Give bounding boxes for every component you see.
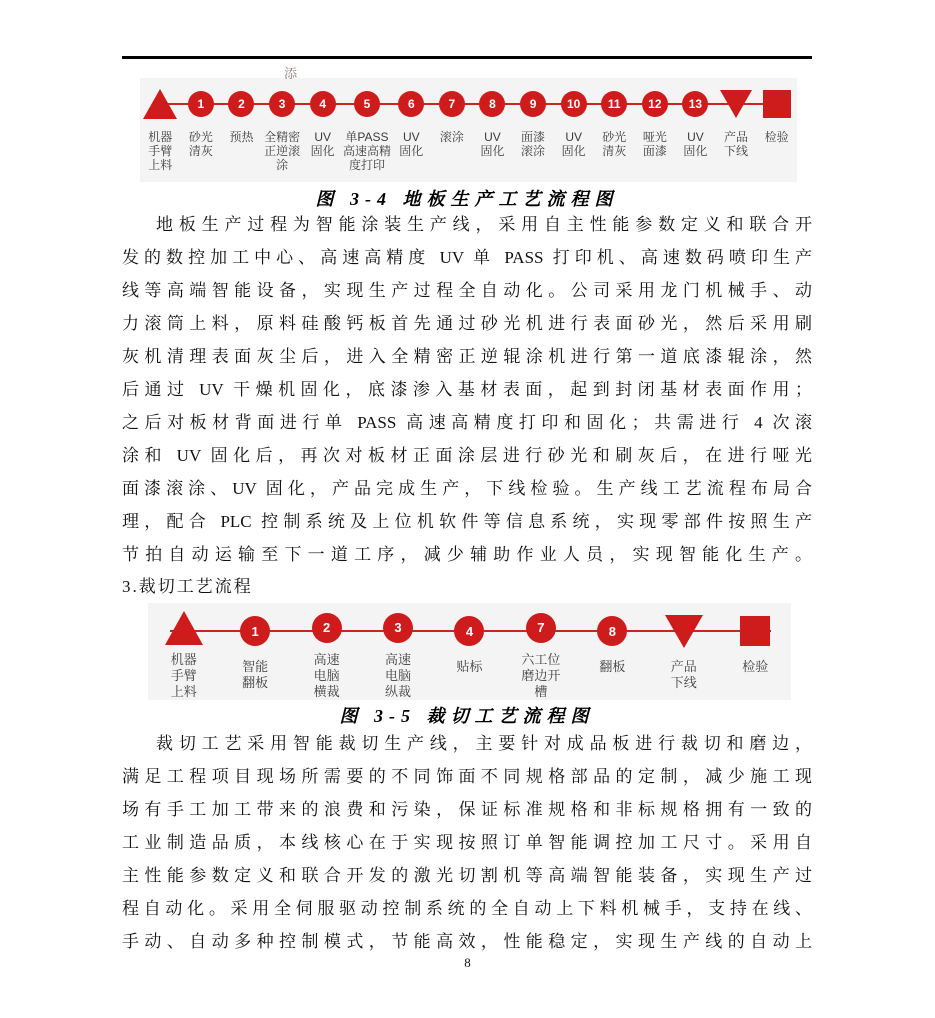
step-label: 高速 电脑 纵裁 <box>385 652 412 699</box>
step-number-circle-icon: 11 <box>601 91 627 117</box>
body-text-line: 主性能参数定义和联合开发的激光切割机等高端智能装备，实现生产过 <box>122 866 812 885</box>
flow-step <box>434 603 505 700</box>
body-text-line: 场有手工加工带来的浪费和污染，保证标准规格和非标规格拥有一致的 <box>122 800 812 819</box>
step-icon-box <box>597 603 627 659</box>
flow-step <box>472 78 513 182</box>
flow-step <box>362 603 433 700</box>
step-label: UV 固化 <box>399 130 424 158</box>
step-label: 机器 手臂 上料 <box>170 652 197 699</box>
body-text-line: 理，配合 PLC 控制系统及上位机软件等信息系统，实现零部件按照生产 <box>122 512 812 531</box>
flow-step <box>756 78 797 182</box>
page-header-rule <box>122 56 812 59</box>
body-text-line: 地板生产过程为智能涂装生产线，采用自主性能参数定义和联合开 <box>156 215 812 234</box>
step-label: 砂光 清灰 <box>188 130 213 158</box>
body-text-line: 线等高端智能设备，实现生产过程全自动化。公司采用龙门机械手、动 <box>122 281 812 300</box>
step-label: 哑光 面漆 <box>642 130 667 158</box>
flow-step <box>505 603 576 700</box>
step-number-circle-icon: 2 <box>312 613 342 643</box>
step-icon-box <box>454 603 484 659</box>
step-number-circle-icon: 6 <box>398 91 424 117</box>
flow-step <box>432 78 473 182</box>
step-icon-box <box>561 78 587 130</box>
step-icon-box <box>763 78 791 130</box>
figure-floor-production-flow <box>140 66 797 182</box>
step-icon-box <box>165 603 203 652</box>
inspection-square-icon <box>763 90 791 118</box>
step-label: 预热 <box>229 130 254 144</box>
step-label: UV 固化 <box>480 130 505 158</box>
flow-step <box>720 603 791 700</box>
flow-step <box>716 78 757 182</box>
step-label: UV 固化 <box>683 130 708 158</box>
step-label: 机器 手臂 上料 <box>148 130 173 172</box>
step-label: 产品 下线 <box>724 130 749 158</box>
step-number-circle-icon: 3 <box>383 613 413 643</box>
body-text-line: 力滚筒上料，原料硅酸钙板首先通过砂光机进行表面砂光，然后采用刷 <box>122 314 812 333</box>
step-icon-box <box>720 78 752 130</box>
step-label: 智能 翻板 <box>242 659 269 690</box>
step-number-circle-icon: 1 <box>240 616 270 646</box>
step-label: UV 固化 <box>310 130 335 158</box>
step-number-circle-icon: 8 <box>479 91 505 117</box>
step-icon-box <box>354 78 380 130</box>
flow-step <box>291 603 362 700</box>
flow-step <box>648 603 719 700</box>
step-icon-box <box>601 78 627 130</box>
figure2-caption: 图 3-5 裁切工艺流程图 <box>339 706 595 726</box>
step-number-circle-icon: 4 <box>454 616 484 646</box>
step-number-circle-icon: 7 <box>526 613 556 643</box>
body-text-line: 发的数控加工中心、高速高精度 UV 单 PASS 打印机、高速数码喷印生产 <box>122 248 812 267</box>
step-label: 面漆 滚涂 <box>521 130 546 158</box>
flow-step <box>675 78 716 182</box>
step-number-circle-icon: 4 <box>310 91 336 117</box>
stray-text-fragment: 添 <box>284 66 298 81</box>
body-text-line: 满足工程项目现场所需要的不同饰面不同规格部品的定制，减少施工现 <box>122 767 812 786</box>
step-icon-box <box>665 603 703 659</box>
step-label: 产品 下线 <box>670 659 697 690</box>
flow-step <box>513 78 554 182</box>
flow-step <box>262 66 303 182</box>
flow-step <box>553 78 594 182</box>
step-label: 六工位 磨边开 槽 <box>521 652 561 699</box>
start-triangle-icon <box>143 89 177 119</box>
body-text-line: 面漆滚涂、UV 固化，产品完成生产，下线检验。生产线工艺流程布局合 <box>122 479 812 498</box>
step-number-circle-icon: 5 <box>354 91 380 117</box>
step-label: 单PASS 高速高精 度打印 <box>342 130 391 172</box>
step-number-circle-icon: 7 <box>439 91 465 117</box>
step-number-circle-icon: 3 <box>269 91 295 117</box>
step-number-circle-icon: 10 <box>561 91 587 117</box>
step-label: 全精密 正逆滚 涂 <box>264 130 301 172</box>
step-icon-box <box>740 603 770 659</box>
flow-step <box>343 78 391 182</box>
paragraph-floor-production <box>122 208 812 571</box>
step-label: 翻板 <box>599 659 626 674</box>
body-text-line: 手动、自动多种控制模式，节能高效，性能稳定，实现生产线的自动上 <box>122 932 812 951</box>
body-text-line: 后通过 UV 干燥机固化，底漆渗入基材表面，起到封闭基材表面作用； <box>122 380 812 399</box>
flow-diagram-cutting <box>148 603 791 700</box>
step-label: 砂光 清灰 <box>602 130 627 158</box>
flow-step <box>577 603 648 700</box>
step-icon-box <box>188 78 214 130</box>
figure-cutting-flow <box>148 603 791 700</box>
end-triangle-icon <box>720 90 752 118</box>
step-icon-box <box>642 78 668 130</box>
body-text-line: 灰机清理表面灰尘后，进入全精密正逆辊涂机进行第一道底漆辊涂，然 <box>122 347 812 366</box>
figure1-caption: 图 3-4 地板生产工艺流程图 <box>315 189 619 209</box>
flow-step <box>219 603 290 700</box>
paragraph-cutting-process <box>122 727 812 958</box>
flow-step <box>391 78 432 182</box>
step-number-circle-icon: 12 <box>642 91 668 117</box>
body-text-line: 工业制造品质，本线核心在于实现按照订单智能调控加工尺寸。采用自 <box>122 833 812 852</box>
step-icon-box <box>526 603 556 652</box>
step-icon-box <box>439 78 465 130</box>
step-icon-box <box>398 78 424 130</box>
step-number-circle-icon: 1 <box>188 91 214 117</box>
step-icon-box <box>269 78 295 130</box>
step-label: UV 固化 <box>561 130 586 158</box>
step-icon-box <box>520 78 546 130</box>
body-text-line: 节拍自动运输至下一道工序，减少辅助作业人员，实现智能化生产。 <box>122 545 812 564</box>
step-icon-box <box>312 603 342 652</box>
step-icon-box <box>228 78 254 130</box>
body-text-line: 涂和 UV 固化后，再次对板材正面涂层进行砂光和刷灰后，在进行哑光 <box>122 446 812 465</box>
step-label: 检验 <box>742 659 769 674</box>
step-number-circle-icon: 2 <box>228 91 254 117</box>
step-icon-box <box>310 78 336 130</box>
step-icon-box <box>682 78 708 130</box>
start-triangle-icon <box>165 611 203 645</box>
step-icon-box <box>240 603 270 659</box>
step-label: 滚涂 <box>439 130 464 144</box>
page-number: 8 <box>464 955 471 970</box>
step-icon-box <box>383 603 413 652</box>
step-number-circle-icon: 9 <box>520 91 546 117</box>
flow-step <box>148 603 219 700</box>
step-number-circle-icon: 13 <box>682 91 708 117</box>
step-number-circle-icon: 8 <box>597 616 627 646</box>
step-label: 检验 <box>764 130 789 144</box>
flow-step <box>140 78 181 182</box>
section-heading-cutting-process: 3.裁切工艺流程 <box>122 577 253 596</box>
body-text-line: 之后对板材背面进行单 PASS 高速高精度打印和固化；共需进行 4 次滚 <box>122 413 812 432</box>
body-text-line: 程自动化。采用全伺服驱动控制系统的全自动上下料机械手，支持在线、 <box>122 899 812 918</box>
step-label: 贴标 <box>456 659 483 674</box>
flow-step <box>594 78 635 182</box>
flow-step <box>181 78 222 182</box>
flow-step <box>221 78 262 182</box>
flow-step <box>302 78 343 182</box>
step-label: 高速 电脑 横裁 <box>313 652 340 699</box>
step-icon-box <box>479 78 505 130</box>
step-icon-box <box>143 78 177 130</box>
body-text-line: 裁切工艺采用智能裁切生产线，主要针对成品板进行裁切和磨边， <box>156 734 812 753</box>
end-triangle-icon <box>665 615 703 648</box>
inspection-square-icon <box>740 616 770 646</box>
flow-step <box>635 78 676 182</box>
flow-diagram-floor-production <box>140 66 797 182</box>
